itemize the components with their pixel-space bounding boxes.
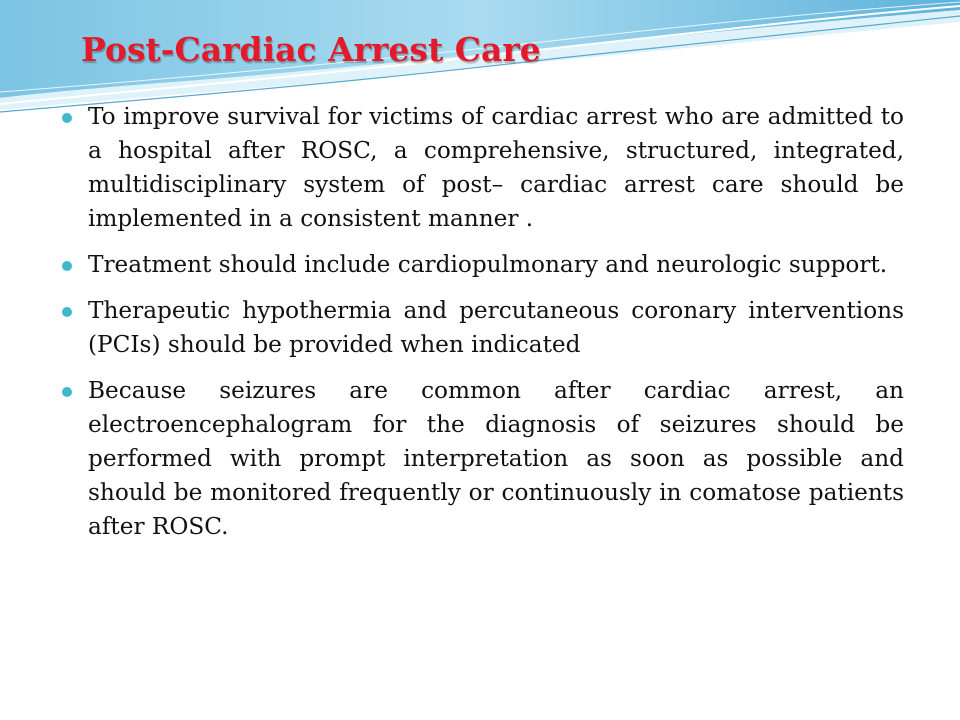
bullet-text: To improve survival for victims of cardiac arrest who are admitted to a hospital after ROSC, a comprehensive, structured, integrated, multidisciplinary system of post– cardiac arrest care should be implemented in a consistent manner .: [88, 103, 904, 232]
bullet-item: [62, 248, 904, 282]
bullet-item: [62, 294, 904, 362]
bullet-item: [62, 100, 904, 236]
bullet-dot-icon: [62, 307, 72, 317]
bullet-dot-icon: [62, 387, 72, 397]
bullet-text: Treatment should include cardiopulmonary and neurologic support.: [88, 251, 888, 278]
slide-title: Post-Cardiac Arrest Care: [81, 30, 541, 69]
bullet-list: [62, 100, 904, 556]
bullet-text: Because seizures are common after cardiac arrest, an electroencephalogram for the diagnosis of seizures should be performed with prompt interpretation as soon as possible and should be monitored frequently or continuously in comatose patients after ROSC.: [88, 377, 904, 540]
bullet-item: [62, 374, 904, 544]
bullet-dot-icon: [62, 261, 72, 271]
bullet-dot-icon: [62, 113, 72, 123]
bullet-text: Therapeutic hypothermia and percutaneous coronary interventions (PCIs) should be provided when indicated: [88, 297, 904, 358]
